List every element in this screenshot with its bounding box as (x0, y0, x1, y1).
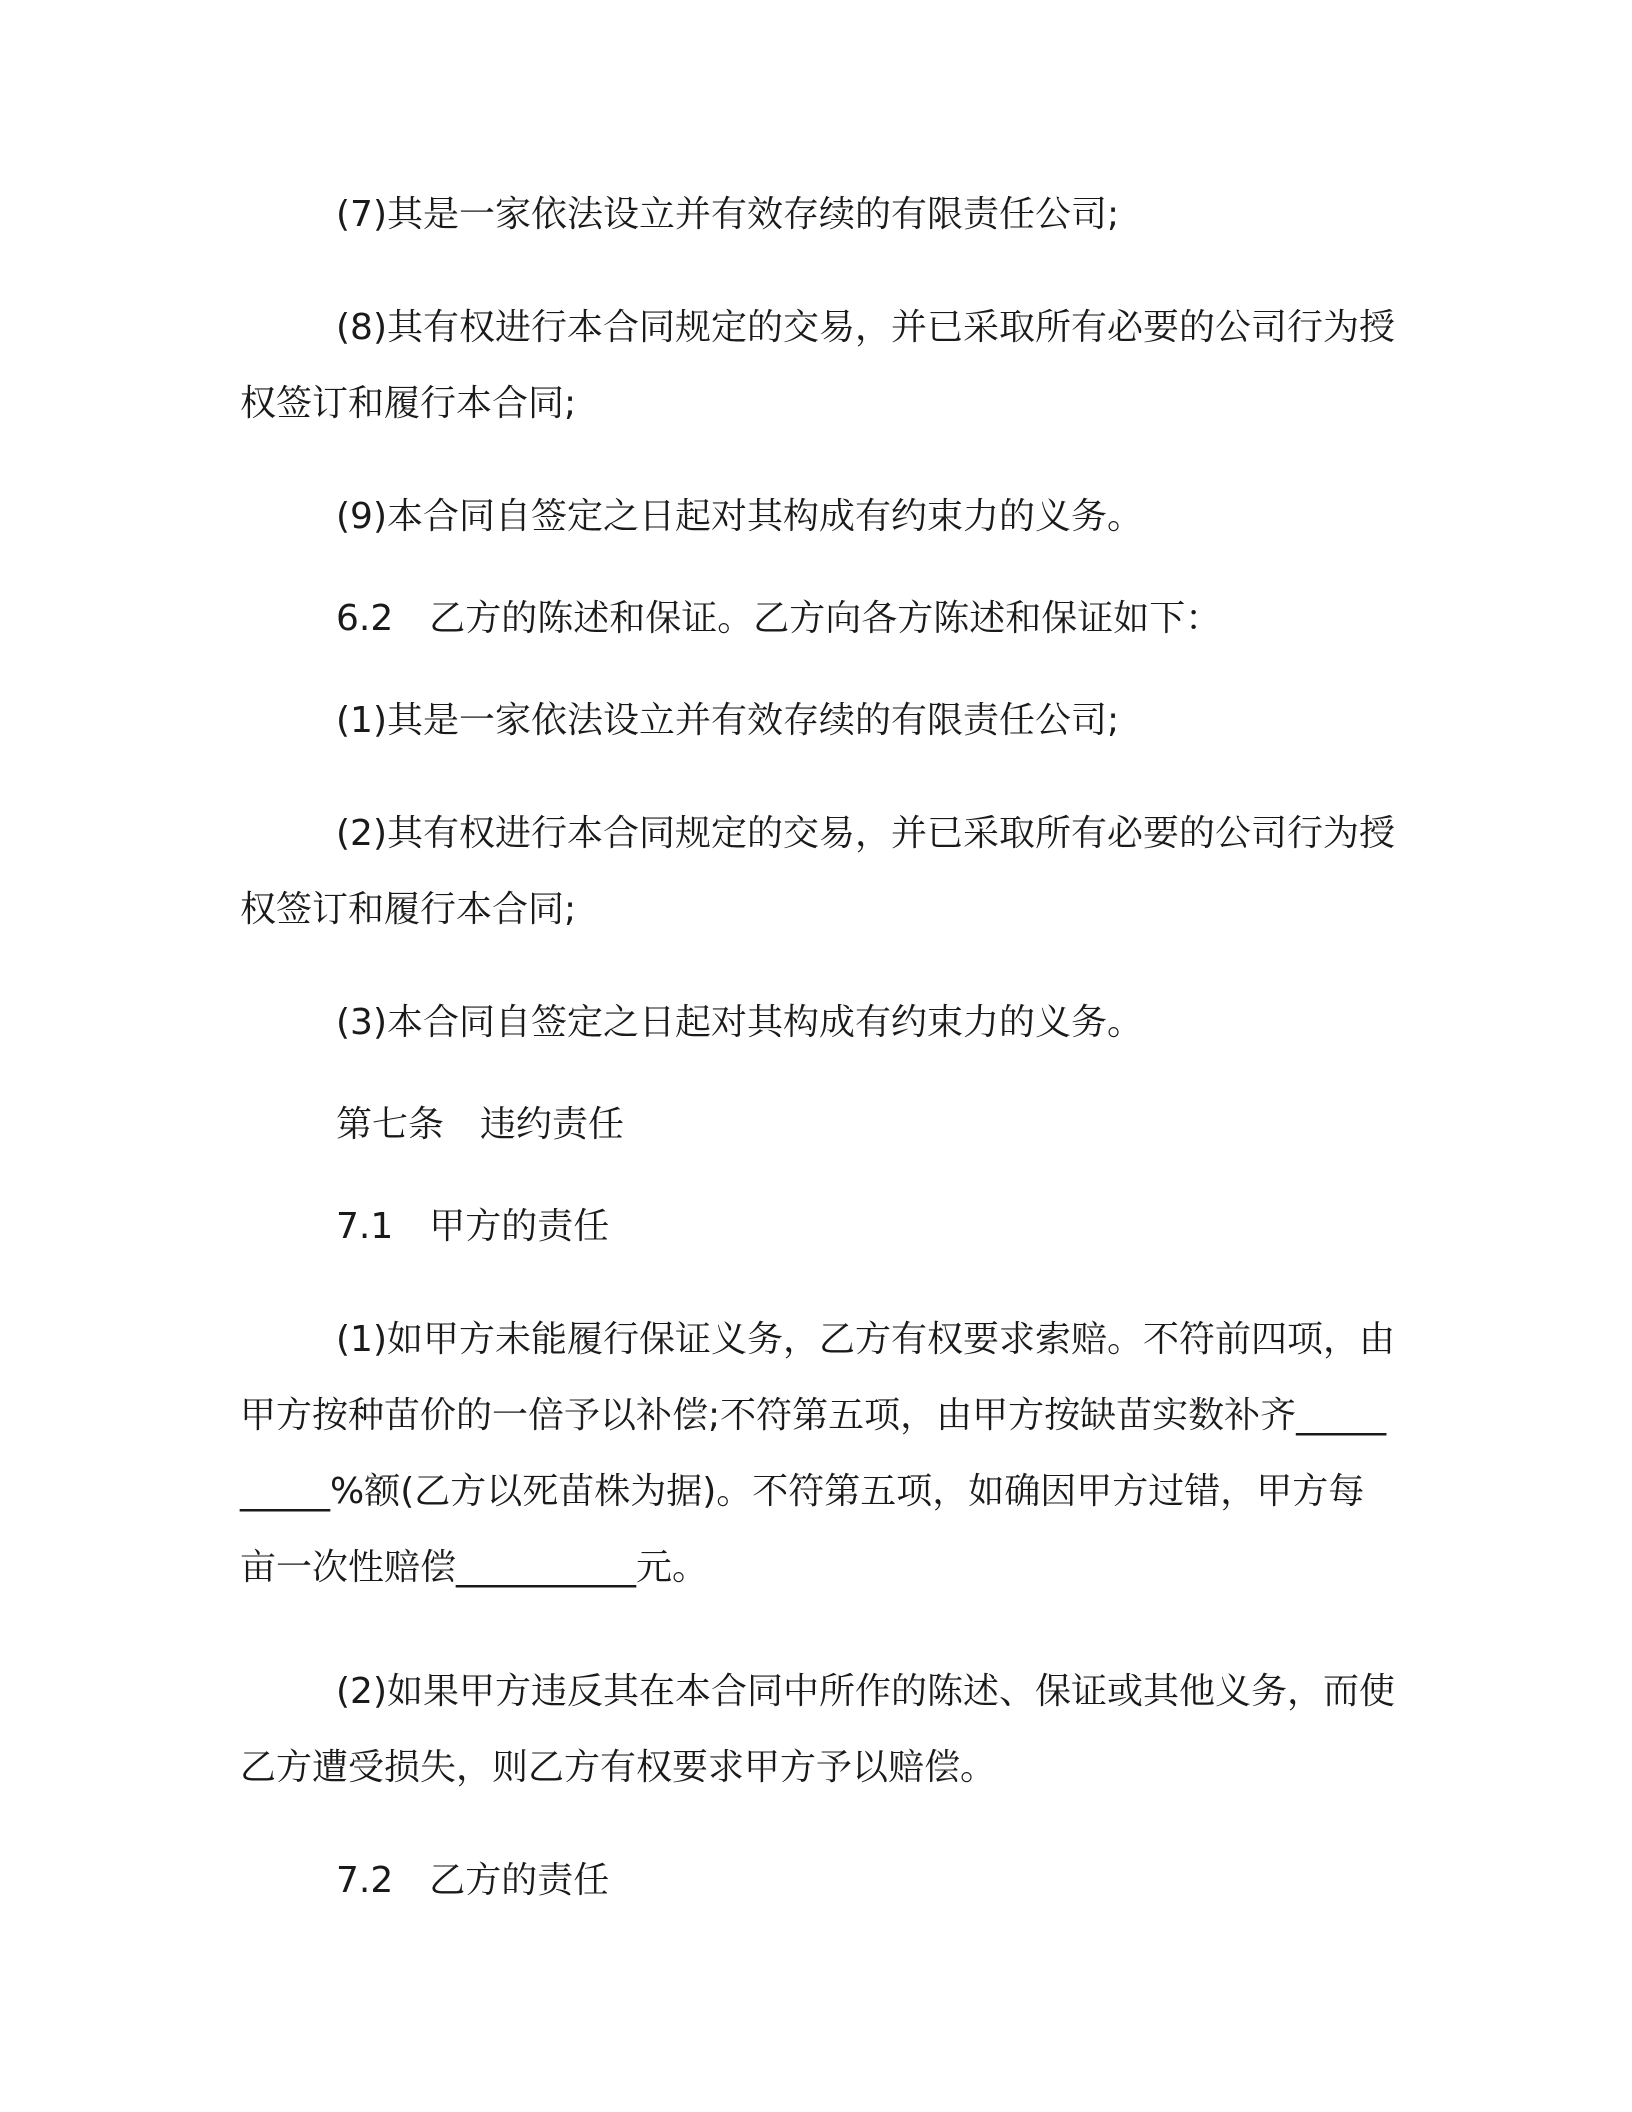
clause-7-1-item-1: (1)如甲方未能履行保证义务，乙方有权要求索赔。不符前四项，由甲方按种苗价的一倍予以补偿;不符第五项，由甲方按缺苗实数补齐__________%额(乙方以死苗株为据)。不符第五项，如确因甲方过错，甲方每亩一次性赔偿__________元。 (240, 1319, 1395, 1588)
clause-6-1-item-7: (7)其是一家依法设立并有效存续的有限责任公司; (336, 194, 1120, 235)
clause-7-2-heading: 7.2 乙方的责任 (336, 1860, 610, 1901)
clause-6-1-item-9: (9)本合同自签定之日起对其构成有约束力的义务。 (336, 496, 1143, 537)
clause-6-1-item-8: (8)其有权进行本合同规定的交易，并已采取所有必要的公司行为授权签订和履行本合同; (240, 307, 1395, 424)
clause-6-2-item-1: (1)其是一家依法设立并有效存续的有限责任公司; (336, 700, 1120, 741)
article-7-heading: 第七条 违约责任 (336, 1104, 625, 1145)
clause-7-1-item-2: (2)如果甲方违反其在本合同中所作的陈述、保证或其他义务，而使乙方遭受损失，则乙方有权要求甲方予以赔偿。 (240, 1671, 1395, 1788)
clause-6-2-item-2: (2)其有权进行本合同规定的交易，并已采取所有必要的公司行为授权签订和履行本合同; (240, 813, 1395, 930)
clause-6-2-heading: 6.2 乙方的陈述和保证。乙方向各方陈述和保证如下： (336, 598, 1222, 639)
document-body (240, 188, 1400, 1956)
clause-7-1-heading: 7.1 甲方的责任 (336, 1206, 610, 1247)
clause-6-2-item-3: (3)本合同自签定之日起对其构成有约束力的义务。 (336, 1002, 1143, 1043)
